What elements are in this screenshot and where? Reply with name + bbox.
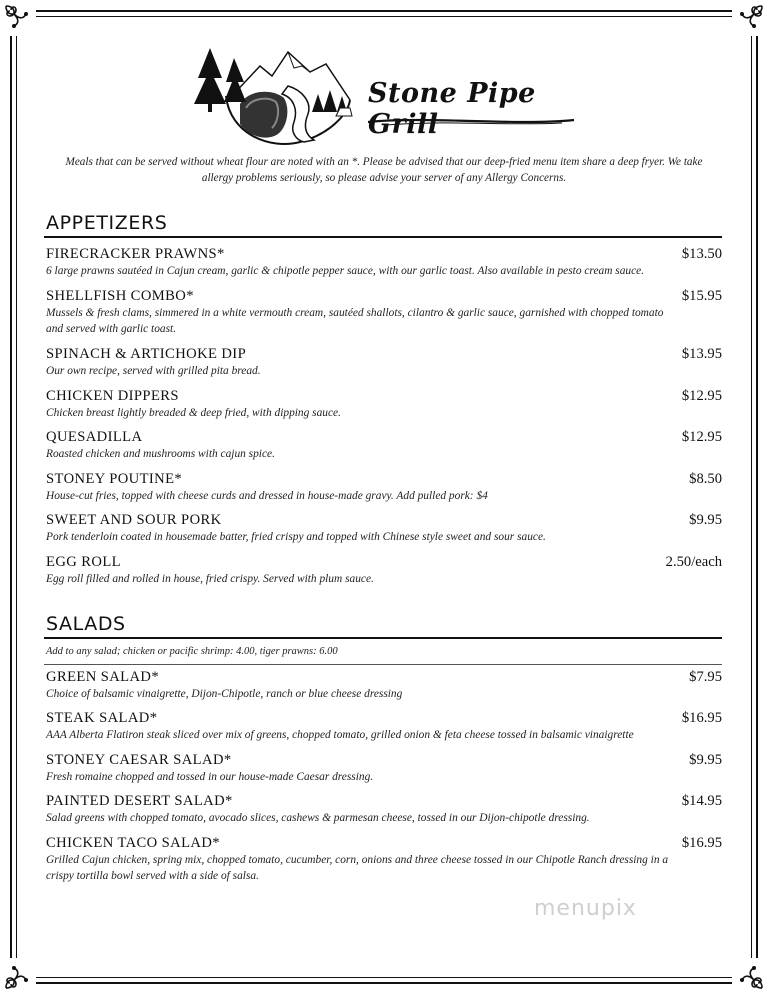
menu-item — [46, 511, 722, 545]
corner-ornament-icon — [2, 2, 36, 36]
item-description: AAA Alberta Flatiron steak sliced over mix of greens, chopped tomato, grilled onion & feta cheese tossed in balsamic vinaigrette — [46, 729, 634, 741]
item-price: $9.95 — [689, 752, 722, 768]
item-description: Grilled Cajun chicken, spring mix, chopped tomato, cucumber, corn, onions and three cheese tossed in our Chipotle Ranch dressing in a crispy tortilla bowl served with a side of salsa. — [46, 854, 669, 882]
corner-ornament-icon — [2, 958, 36, 992]
item-price: $8.50 — [689, 471, 722, 487]
item-description: Pork tenderloin coated in housemade batter, fried crispy and topped with Chinese style sweet and sour sauce. — [46, 531, 546, 543]
salad-add-on-note: Add to any salad; chicken or pacific shrimp: 4.00, tiger prawns: 6.00 — [46, 646, 338, 657]
menu-item — [46, 792, 722, 826]
item-description: Roasted chicken and mushrooms with cajun spice. — [46, 448, 275, 460]
brand-name: Stone Pipe Grill — [368, 78, 536, 140]
item-name: SHELLFISH COMBO* — [46, 288, 194, 304]
section-title-salads: SALADS — [46, 613, 126, 635]
item-name: QUESADILLA — [46, 429, 143, 445]
item-description: Mussels & fresh clams, simmered in a white vermouth cream, sautéed shallots, cilantro & garlic sauce, garnished with chopped tomato and served with garlic toast. — [46, 307, 664, 335]
menu-item — [46, 553, 722, 587]
menu-item — [46, 387, 722, 421]
item-price: $16.95 — [681, 835, 722, 851]
item-description: Fresh romaine chopped and tossed in our house-made Caesar dressing. — [46, 771, 374, 783]
item-name: GREEN SALAD* — [46, 669, 160, 685]
restaurant-logo — [190, 38, 590, 148]
allergy-notice: Meals that can be served without wheat flour are noted with an *. Please be advised that our deep-fried menu item share a deep fryer. We take allergy problems seriously, so please advise your server of any Allergy Concerns. — [65, 156, 703, 184]
menu-item — [46, 709, 722, 743]
item-description: Egg roll filled and rolled in house, fried crispy. Served with plum sauce. — [46, 573, 374, 585]
mountain-pipe-logo-icon — [190, 38, 360, 148]
item-name: SWEET AND SOUR PORK — [46, 512, 222, 528]
item-name: FIRECRACKER PRAWNS* — [46, 246, 225, 262]
item-price: $12.95 — [681, 388, 722, 404]
item-description: Our own recipe, served with grilled pita bread. — [46, 365, 261, 377]
menu-item — [46, 345, 722, 379]
menu-item — [46, 834, 722, 884]
menu-item — [46, 470, 722, 504]
item-price: $14.95 — [681, 793, 722, 809]
section-divider — [44, 236, 722, 238]
item-name: CHICKEN DIPPERS — [46, 388, 179, 404]
note-divider — [44, 664, 722, 665]
item-description: House-cut fries, topped with cheese curds and dressed in house-made gravy. Add pulled pork: $4 — [46, 490, 488, 502]
section-title-appetizers: APPETIZERS — [46, 212, 168, 234]
item-description: 6 large prawns sautéed in Cajun cream, garlic & chipotle pepper sauce, with our garlic toast. Also available in pesto cream sauce. — [46, 265, 645, 277]
item-price: $12.95 — [681, 429, 722, 445]
item-price: 2.50/each — [665, 554, 722, 570]
menu-item — [46, 428, 722, 462]
item-price: $13.95 — [681, 346, 722, 362]
item-description: Choice of balsamic vinaigrette, Dijon-Chipotle, ranch or blue cheese dressing — [46, 688, 403, 700]
item-name: PAINTED DESERT SALAD* — [46, 793, 233, 809]
menu-item — [46, 287, 722, 337]
menu-item — [46, 245, 722, 279]
menu-item — [46, 668, 722, 702]
item-name: CHICKEN TACO SALAD* — [46, 835, 220, 851]
item-price: $15.95 — [681, 288, 722, 304]
item-name: EGG ROLL — [46, 554, 121, 570]
item-description: Salad greens with chopped tomato, avocado slices, cashews & parmesan cheese, tossed in our Dijon-chipotle dressing. — [46, 812, 590, 824]
item-name: STONEY CAESAR SALAD* — [46, 752, 232, 768]
item-price: $13.50 — [681, 246, 722, 262]
menu-item — [46, 751, 722, 785]
watermark: menupix — [534, 896, 637, 921]
corner-ornament-icon — [732, 958, 766, 992]
item-name: STEAK SALAD* — [46, 710, 158, 726]
item-price: $7.95 — [689, 669, 722, 685]
corner-ornament-icon — [732, 2, 766, 36]
brand-underline-swash-icon — [366, 114, 576, 128]
item-name: STONEY POUTINE* — [46, 471, 183, 487]
item-description: Chicken breast lightly breaded & deep fried, with dipping sauce. — [46, 407, 341, 419]
item-price: $16.95 — [681, 710, 722, 726]
item-name: SPINACH & ARTICHOKE DIP — [46, 346, 247, 362]
section-divider — [44, 637, 722, 639]
item-price: $9.95 — [689, 512, 722, 528]
